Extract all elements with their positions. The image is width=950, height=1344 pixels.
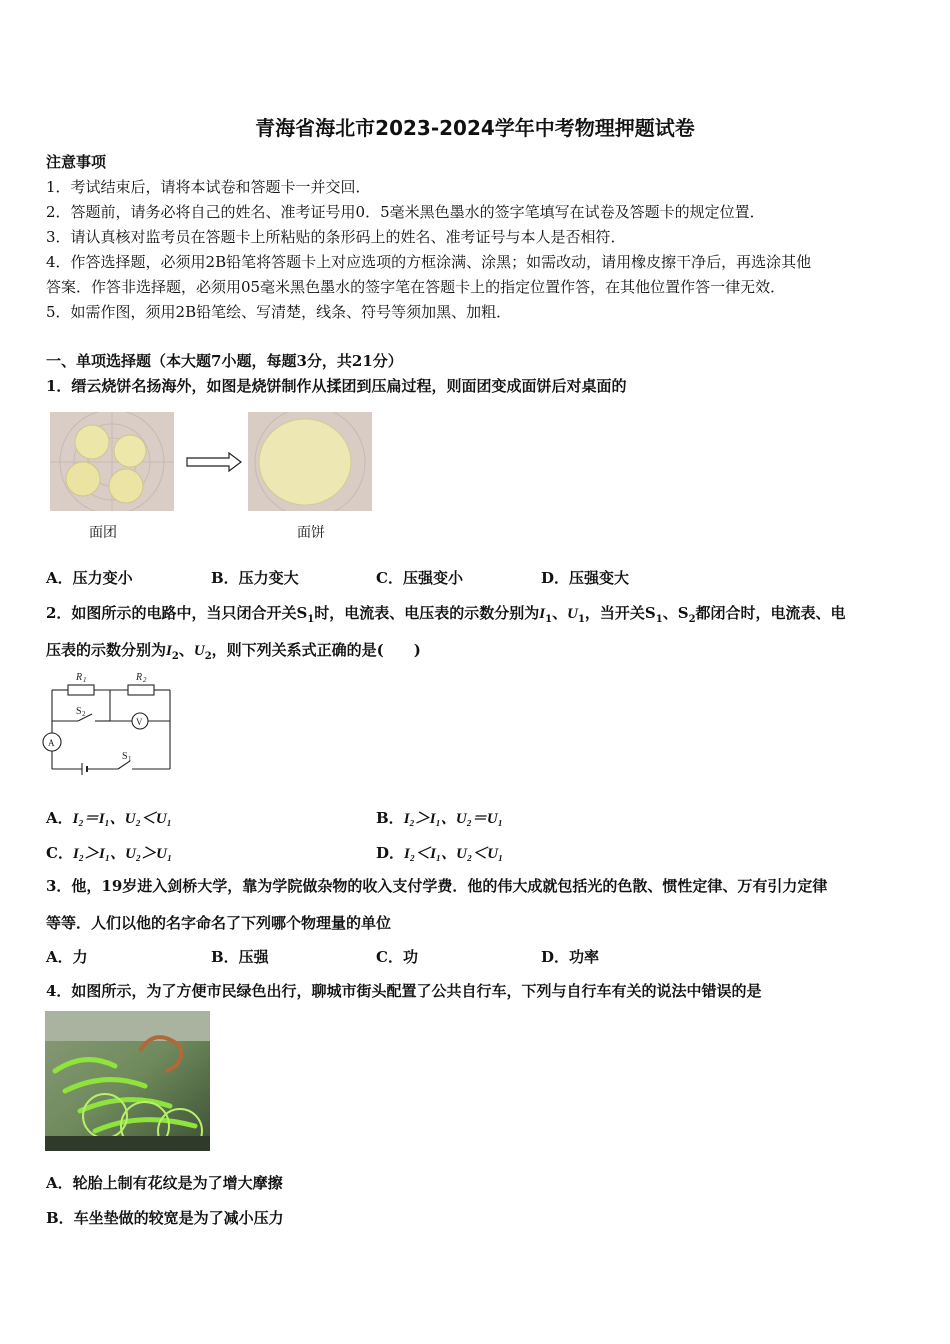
q3-option-a[interactable]: A．力 — [46, 948, 88, 966]
svg-text:R: R — [76, 672, 83, 683]
notice-item: 4．作答选择题，必须用2B铅笔将答题卡上对应选项的方框涂满、涂黑；如需改动，请用橡皮擦干净后，再选涂其他 — [46, 253, 812, 271]
q1-option-c[interactable]: C．压强变小 — [376, 569, 463, 587]
circuit-diagram — [40, 668, 180, 778]
svg-text:2: 2 — [143, 676, 147, 684]
q2-option-a[interactable]: A．I₂＝I₁、U₂＜U₁ — [46, 809, 172, 827]
notice-item: 2．答题前，请务必将自己的姓名、准考证号用0．5毫米黑色墨水的签字笔填写在试卷及答题卡的规定位置． — [46, 203, 765, 221]
question-2-stem-cont: 压表的示数分别为$I_2$、$U_2$，则下列关系式正确的是( ) — [46, 641, 421, 662]
svg-text:1: 1 — [128, 755, 132, 763]
caption-dough: 面团 — [89, 525, 117, 541]
q1-option-a[interactable]: A．压力变小 — [46, 569, 133, 587]
notice-heading: 注意事项 — [46, 153, 107, 171]
q3-option-b[interactable]: B．压强 — [211, 948, 269, 966]
svg-text:A: A — [48, 738, 55, 748]
dough-balls-image — [50, 412, 174, 511]
svg-text:S: S — [76, 706, 82, 717]
svg-text:V: V — [136, 717, 143, 727]
notice-item: 3．请认真核对监考员在答题卡上所粘贴的条形码上的姓名、准考证号与本人是否相符． — [46, 228, 626, 246]
notice-item: 1．考试结束后，请将本试卷和答题卡一并交回． — [46, 178, 371, 196]
caption-flatbread: 面饼 — [297, 525, 325, 541]
arrow-icon — [185, 452, 243, 472]
svg-text:1: 1 — [83, 676, 87, 684]
q1-option-d[interactable]: D．压强变大 — [541, 569, 630, 587]
exam-title: 青海省海北市2023-2024学年中考物理押题试卷 — [255, 116, 695, 140]
question-4-stem: 4．如图所示，为了方便市民绿色出行，聊城市街头配置了公共自行车，下列与自行车有关的说法中错误的是 — [46, 982, 762, 1000]
notice-item: 5．如需作图，须用2B铅笔绘、写清楚，线条、符号等须加黑、加粗． — [46, 303, 512, 321]
question-1-stem: 1．缙云烧饼名扬海外，如图是烧饼制作从揉团到压扁过程，则面团变成面饼后对桌面的 — [46, 377, 627, 395]
q3-option-d[interactable]: D．功率 — [541, 948, 600, 966]
svg-text:R: R — [136, 672, 143, 683]
svg-text:S: S — [122, 751, 128, 762]
svg-text:2: 2 — [82, 710, 86, 718]
question-3-stem: 3．他，19岁进入剑桥大学，靠为学院做杂物的收入支付学费．他的伟大成就包括光的色散、惯性定律、万有引力定律 — [46, 877, 828, 895]
flatbread-image — [248, 412, 372, 511]
q4-option-b[interactable]: B．车坐垫做的较宽是为了减小压力 — [46, 1209, 284, 1227]
q2-option-c[interactable]: C．I₂＞I₁、U₂＞U₁ — [46, 844, 173, 862]
bicycles-photo — [45, 1011, 210, 1151]
resistor-r1 — [68, 685, 94, 695]
q1-option-b[interactable]: B．压力变大 — [211, 569, 299, 587]
notice-item: 答案．作答非选择题，必须用05毫米黑色墨水的签字笔在答题卡上的指定位置作答，在其他位置作答一律无效． — [46, 278, 786, 296]
q3-option-c[interactable]: C．功 — [376, 948, 418, 966]
question-2-stem: 2．如图所示的电路中，当只闭合开关$S_1$时，电流表、电压表的示数分别为$I_1$、$U_1$，当开关$S_1$、$S_2$都闭合时，电流表、电 — [46, 604, 846, 625]
section-heading: 一、单项选择题（本大题7小题，每题3分，共21分） — [46, 352, 403, 370]
q4-option-a[interactable]: A．轮胎上制有花纹是为了增大摩擦 — [46, 1174, 283, 1192]
question-3-stem-cont: 等等．人们以他的名字命名了下列哪个物理量的单位 — [46, 914, 392, 932]
resistor-r2 — [128, 685, 154, 695]
q2-option-d[interactable]: D．I₂＜I₁、U₂＜U₁ — [376, 844, 504, 862]
q2-option-b[interactable]: B．I₂＞I₁、U₂＝U₁ — [376, 809, 503, 827]
